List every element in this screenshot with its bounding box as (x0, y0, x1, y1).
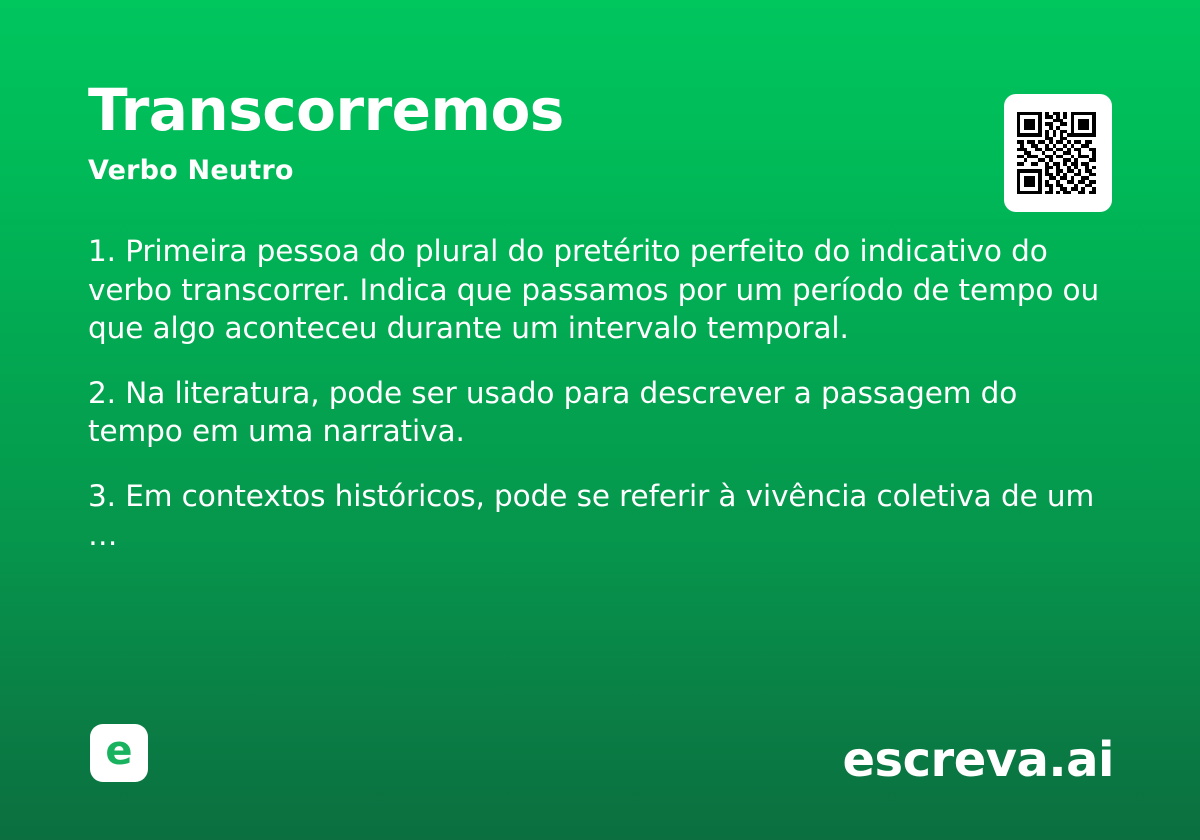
definition-item: 3. Em contextos históricos, pode se referir à vivência coletiva de um … (88, 479, 1095, 552)
definition-item: 2. Na literatura, pode ser usado para descrever a passagem do tempo em uma narrativa. (88, 375, 1018, 449)
card-content (88, 76, 1112, 554)
word-class-label: Verbo Neutro (88, 154, 294, 186)
logo-letter: e (105, 728, 133, 774)
page-title: Transcorremos (88, 76, 564, 144)
definition-item: 1. Primeira pessoa do plural do pretérito perfeito do indicativo do verbo transcorrer. Indica que passamos por um período de tempo ou que algo aconteceu durante um intervalo temporal. (88, 233, 1100, 346)
definition-list (88, 232, 1108, 554)
qr-code-icon[interactable] (1004, 94, 1112, 212)
brand-name: escreva.ai (842, 732, 1114, 788)
logo (90, 724, 148, 782)
qr-code-matrix (1013, 108, 1103, 198)
